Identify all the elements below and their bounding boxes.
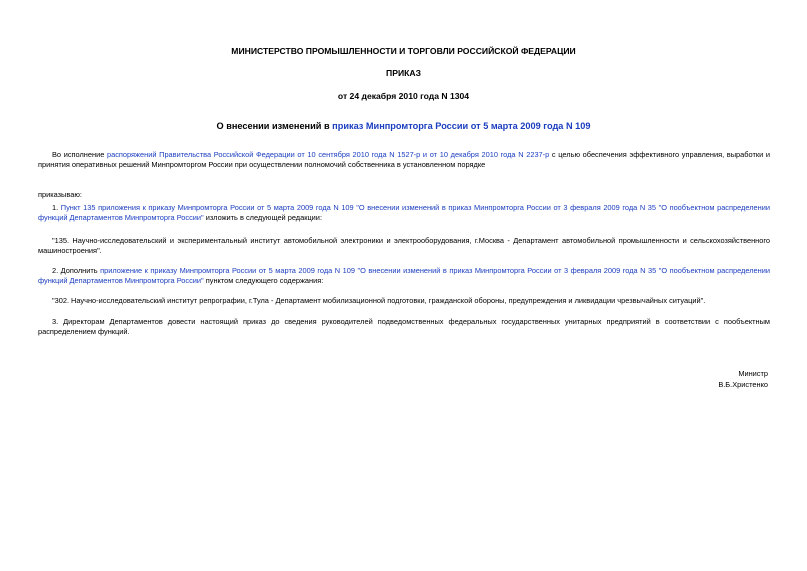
date-line: от 24 декабря 2010 года N 1304 [337, 91, 470, 101]
quote-2-paragraph: "302. Научно-исследовательский институт репрографии, г.Тула - Департамент мобилизационной подготовки, гражданской обороны, предупреждения и ликвидации чрезвычайных ситуаций". [52, 296, 706, 305]
preamble-text-start: Во исполнение [52, 150, 107, 159]
item-1-tail: изложить в следующей редакции: [203, 212, 322, 222]
item-3-paragraph: 3. Директорам Департаментов довести настоящий приказ до сведения руководителей подведомственных федеральных государственных унитарных предприятий в соответствии с пообъектным распределением функций. [38, 317, 770, 336]
title-prefix: О внесении изменений в [216, 121, 333, 131]
item-1-number: 1. [52, 203, 61, 212]
doc-type-heading: ПРИКАЗ [386, 68, 421, 78]
signature-name: В.Б.Христенко [718, 380, 768, 389]
item-2-paragraph [38, 266, 770, 285]
item-1-paragraph [38, 203, 770, 222]
quote-1-paragraph: "135. Научно-исследовательский и экспериментальный институт автомобильной электроники и электрооборудования, г.Москва - Департамент автомобильной промышленности и сельскохозяйственного машиностроения". [38, 236, 770, 255]
item-2-tail: пунктом следующего содержания: [203, 275, 324, 285]
title-link[interactable]: приказ Минпромторга России от 5 марта 2009 года N 109 [332, 121, 591, 131]
signature-position: Министр [738, 369, 768, 378]
item-2-link[interactable]: приложение к приказу Минпромторга России от 5 марта 2009 года N 109 "О внесении изменений в приказ Минпромторга России от 3 февраля 2009 года N 35 "О пообъектном распределении функций Департаментов Минпромторга России" [38, 266, 770, 285]
preamble-link[interactable]: распоряжений Правительства Российской Федерации от 10 сентября 2010 года N 1527-р и от 10 декабря 2010 года N 2237-р [107, 150, 550, 159]
item-2-number: 2. Дополнить [52, 266, 101, 275]
preamble-text-end: с целью обеспечения эффективного управления, выработки и принятия оперативных решений Минпромторгом России при осуществлении полномочий собственника в установленном порядке [38, 150, 770, 169]
preamble-paragraph [38, 150, 770, 169]
ministry-heading: МИНИСТЕРСТВО ПРОМЫШЛЕННОСТИ И ТОРГОВЛИ РОССИЙСКОЙ ФЕДЕРАЦИИ [231, 46, 576, 56]
document-title [0, 121, 807, 133]
item-1-link[interactable]: Пункт 135 приложения к приказу Минпромторга России от 5 марта 2009 года N 109 "О внесении изменений в приказ Минпромторга России от 3 февраля 2009 года N 35 "О пообъектном распределении функций Департаментов Минпромторга России" [38, 203, 770, 222]
order-word: приказываю: [38, 190, 82, 199]
